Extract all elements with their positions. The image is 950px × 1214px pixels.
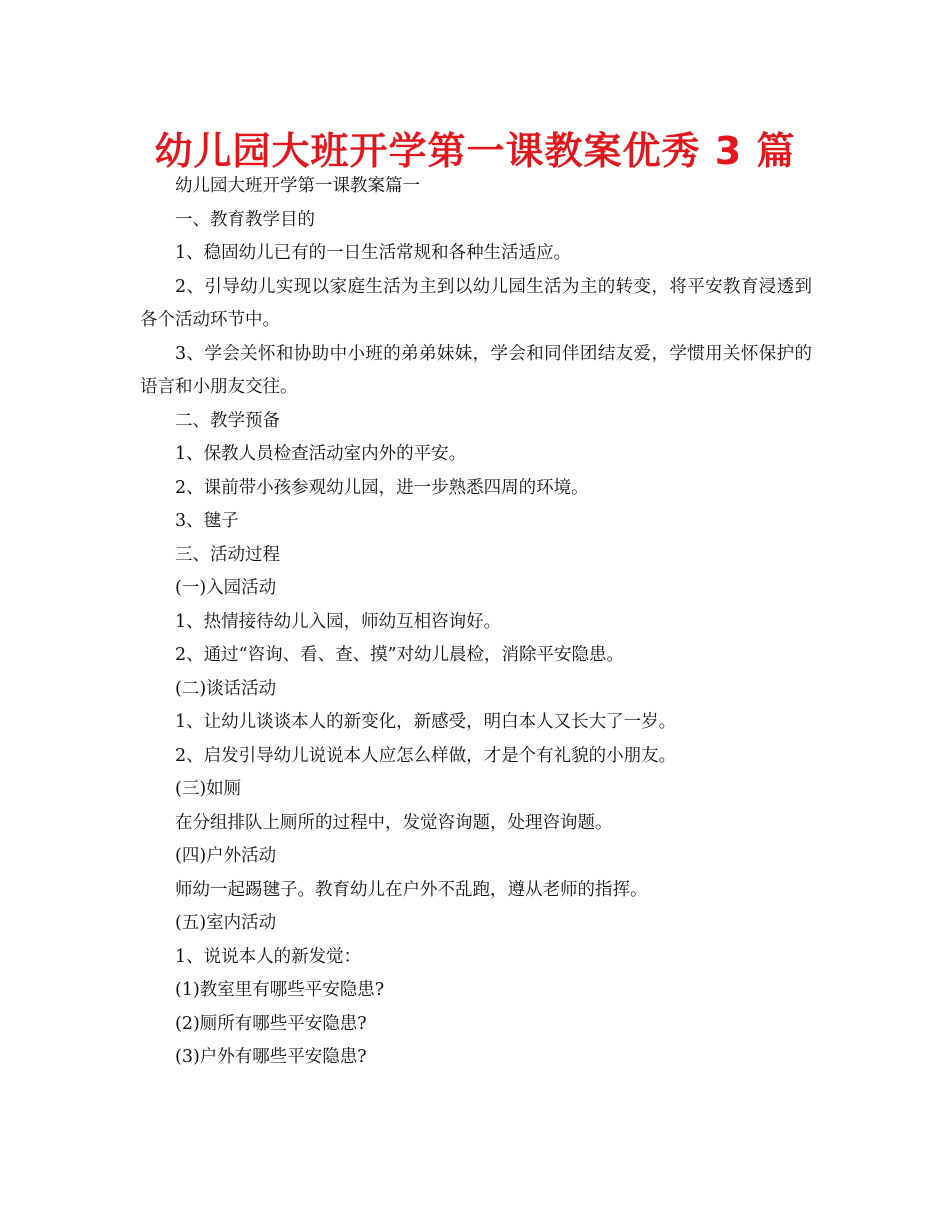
section-heading: 二、教学预备: [175, 410, 280, 431]
section-heading: 一、教育教学目的: [175, 209, 315, 230]
paragraph: 1、让幼儿谈谈本人的新变化，新感受，明白本人又长大了一岁。: [175, 712, 677, 732]
paragraph: 1、保教人员检查活动室内外的平安。: [175, 444, 467, 464]
paragraph: 1、热情接待幼儿入园，师幼互相咨询好。: [175, 611, 502, 632]
paragraph: 2、启发引导幼儿说说本人应怎么样做，才是个有礼貌的小朋友。: [175, 745, 677, 766]
subsection-heading: (四)户外活动: [175, 846, 277, 866]
paragraph: 2、通过“咨询、看、查、摸”对幼儿晨检，消除平安隐患。: [175, 645, 625, 665]
section-heading: 幼儿园大班开学第一课教案篇一: [175, 176, 420, 196]
subsection-heading: (五)室内活动: [175, 913, 277, 933]
subsection-heading: (一)入园活动: [175, 578, 277, 598]
list-item: (2)厕所有哪些平安隐患?: [175, 1013, 367, 1034]
paragraph: 2、引导幼儿实现以家庭生活为主到以幼儿园生活为主的转变，将平安教育浸透到各个活动环节中。: [140, 276, 812, 330]
list-item: (1)教室里有哪些平安隐患?: [175, 980, 385, 1000]
paragraph: 师幼一起踢毽子。教育幼儿在户外不乱跑，遵从老师的指挥。: [175, 879, 648, 900]
document-title: 幼儿园大班开学第一课教案优秀 3 篇: [154, 129, 796, 173]
subsection-heading: (二)谈话活动: [175, 678, 277, 699]
paragraph: 1、稳固幼儿已有的一日生活常规和各种生活适应。: [175, 243, 572, 263]
paragraph: 1、说说本人的新发觉：: [175, 946, 362, 967]
paragraph: 在分组排队上厕所的过程中，发觉咨询题，处理咨询题。: [175, 812, 613, 833]
list-item: (3)户外有哪些平安隐患?: [175, 1047, 367, 1067]
paragraph: 2、课前带小孩参观幼儿园，进一步熟悉四周的环境。: [175, 477, 589, 498]
document-body: [140, 170, 812, 1075]
section-heading: 三、活动过程: [175, 544, 280, 565]
subsection-heading: (三)如厕: [175, 779, 242, 799]
paragraph: 3、学会关怀和协助中小班的弟弟妹妹，学会和同伴团结友爱，学惯用关怀保护的语言和小朋友交往。: [140, 343, 812, 397]
paragraph: 3、毽子: [175, 511, 239, 531]
